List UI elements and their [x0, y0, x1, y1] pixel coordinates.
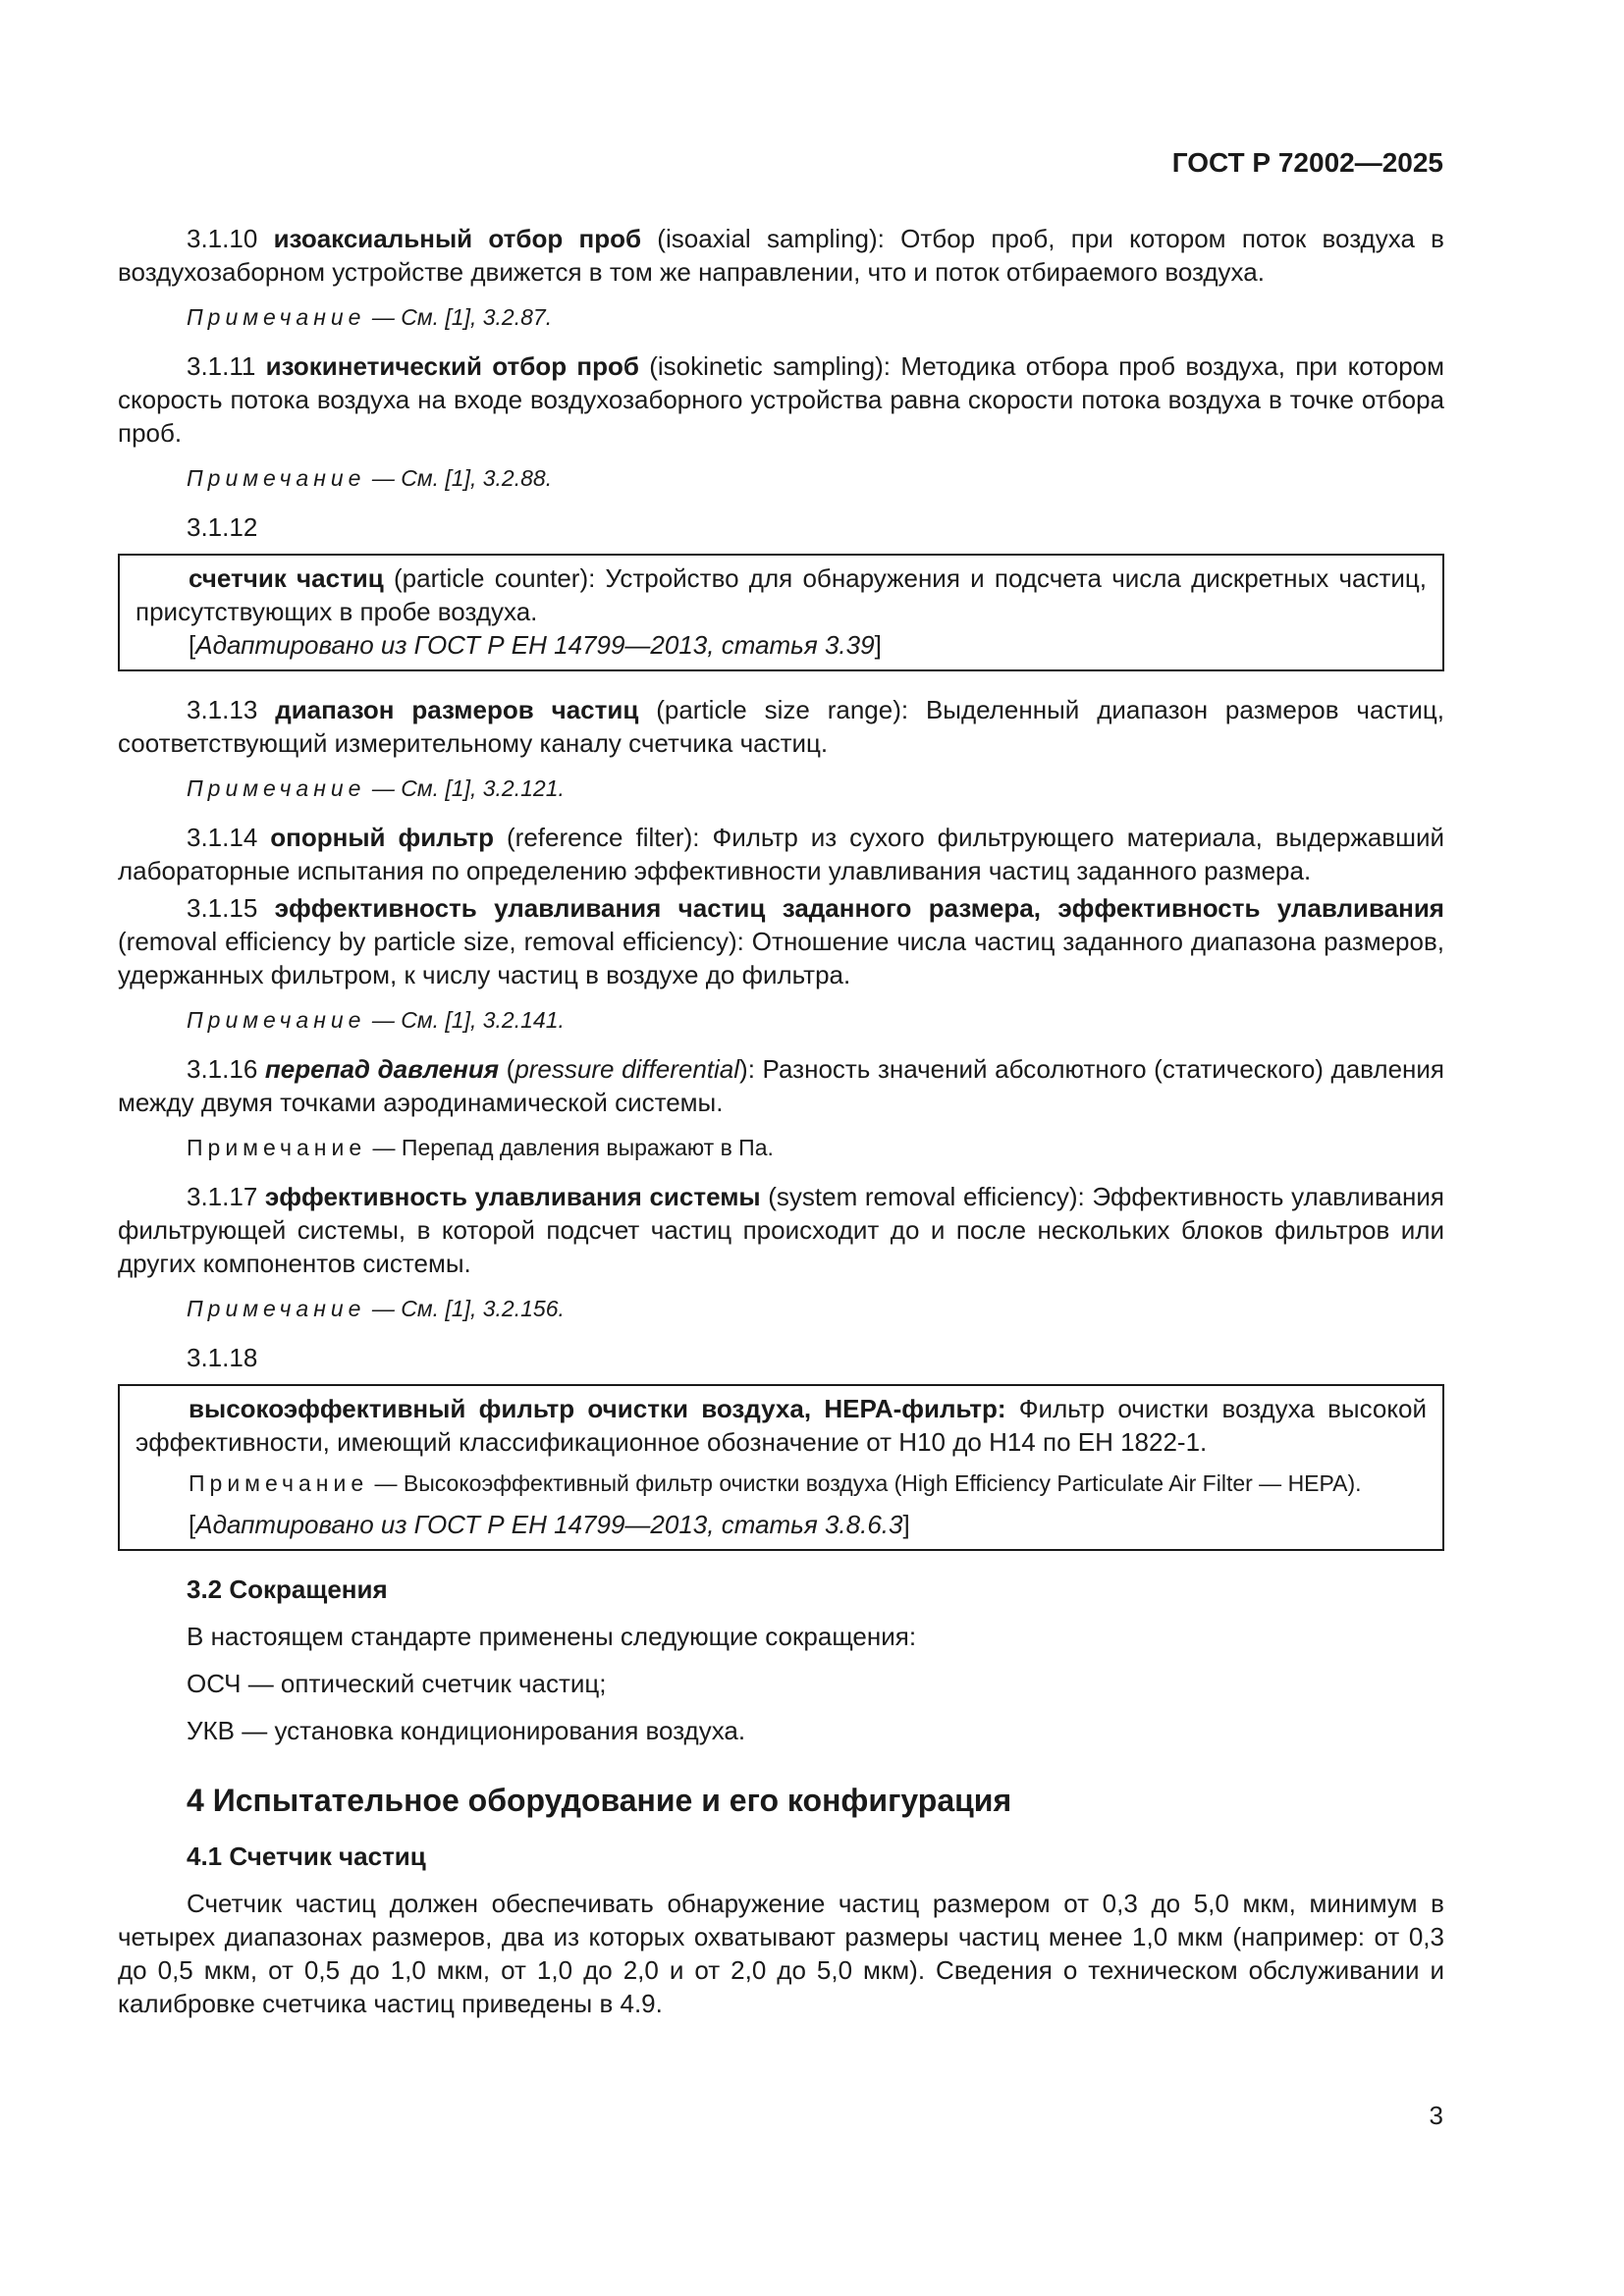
note-3-1-10: Примечание — См. [1], 3.2.87. — [187, 304, 553, 330]
term-3-1-10: 3.1.10 изоаксиальный отбор проб (isoaxial sampling): Отбор проб, при котором поток воздуха в воздухозаборном устройстве движется в том же направлении, что и поток отбираемого воздуха. — [118, 224, 1444, 287]
document-id: ГОСТ Р 72002—2025 — [1171, 147, 1443, 178]
term-3-1-17: 3.1.17 эффективность улавливания системы (system removal efficiency): Эффективность улавливания фильтрующей системы, в которой подсчет частиц происходит до и после нескольких блоков фильтров или других компонентов системы. — [118, 1182, 1444, 1278]
source-3-1-12: [Адаптировано из ГОСТ Р ЕН 14799—2013, статья 3.39] — [189, 630, 882, 660]
term-3-1-11: 3.1.11 изокинетический отбор проб (isokinetic sampling): Методика отбора проб воздуха, при котором скорость потока воздуха на входе воздухозаборного устройства равна скорости потока воздуха в точке отбора проб. — [118, 351, 1444, 448]
note-3-1-16: Примечание — Перепад давления выражают в Па. — [187, 1135, 774, 1160]
abbreviation-item: УКВ — установка кондиционирования воздуха. — [187, 1716, 746, 1745]
term-3-1-12: счетчик частиц (particle counter): Устройство для обнаружения и подсчета числа дискретных частиц, присутствующих в пробе воздуха. — [135, 563, 1427, 626]
term-3-1-15: 3.1.15 эффективность улавливания частиц заданного размера, эффективность улавливания (removal efficiency by particle size, removal efficiency): Отношение числа частиц заданного диапазона размеров, удержанных фильтром, к числу частиц в воздухе до фильтра. — [118, 893, 1444, 989]
abbreviation-item: ОСЧ — оптический счетчик частиц; — [187, 1669, 607, 1698]
abbreviations-intro: В настоящем стандарте применены следующие сокращения: — [187, 1622, 917, 1651]
term-3-1-13: 3.1.13 диапазон размеров частиц (particle size range): Выделенный диапазон размеров частиц, соответствующий измерительному каналу счетчика частиц. — [118, 695, 1444, 758]
note-3-1-18: Примечание — Высокоэффективный фильтр очистки воздуха (High Efficiency Particulate Air Filter — HEPA). — [189, 1470, 1362, 1496]
term-box-3-1-18 — [118, 1384, 1444, 1551]
section-heading-4-1: 4.1 Счетчик частиц — [187, 1842, 426, 1871]
term-3-1-14: 3.1.14 опорный фильтр (reference filter): Фильтр из сухого фильтрующего материала, выдержавший лабораторные испытания по определению эффективности улавливания частиц заданного размера. — [118, 823, 1444, 885]
note-3-1-15: Примечание — См. [1], 3.2.141. — [187, 1007, 565, 1033]
document-body — [118, 222, 1444, 2034]
term-number-3-1-12: 3.1.12 — [187, 512, 258, 542]
term-3-1-18: высокоэффективный фильтр очистки воздуха, HEPA-фильтр: Фильтр очистки воздуха высокой эффективности, имеющий классификационное обозначение от Н10 до Н14 по ЕН 1822-1. — [135, 1394, 1427, 1457]
section-heading-3-2: 3.2 Сокращения — [187, 1575, 388, 1604]
paragraph-4-1: Счетчик частиц должен обеспечивать обнаружение частиц размером от 0,3 до 5,0 мкм, минимум в четырех диапазонах размеров, два из которых охватывают размеры частиц менее 1,0 мкм (например: от 0,3 до 0,5 мкм, от 0,5 до 1,0 мкм, от 1,0 до 2,0 и от 2,0 до 5,0 мкм). Сведения о техническом обслуживании и калибровке счетчика частиц приведены в 4.9. — [118, 1889, 1444, 2018]
term-number-3-1-18: 3.1.18 — [187, 1343, 258, 1372]
note-3-1-11: Примечание — См. [1], 3.2.88. — [187, 465, 553, 491]
page-number: 3 — [1429, 2101, 1443, 2130]
source-3-1-18: [Адаптировано из ГОСТ Р ЕН 14799—2013, статья 3.8.6.3] — [189, 1510, 910, 1539]
section-heading-4: 4 Испытательное оборудование и его конфигурация — [187, 1783, 1012, 1818]
term-box-3-1-12 — [118, 554, 1444, 671]
term-3-1-16: 3.1.16 перепад давления (pressure differential): Разность значений абсолютного (статического) давления между двумя точками аэродинамической системы. — [118, 1054, 1444, 1117]
note-3-1-17: Примечание — См. [1], 3.2.156. — [187, 1296, 565, 1321]
note-3-1-13: Примечание — См. [1], 3.2.121. — [187, 775, 565, 801]
